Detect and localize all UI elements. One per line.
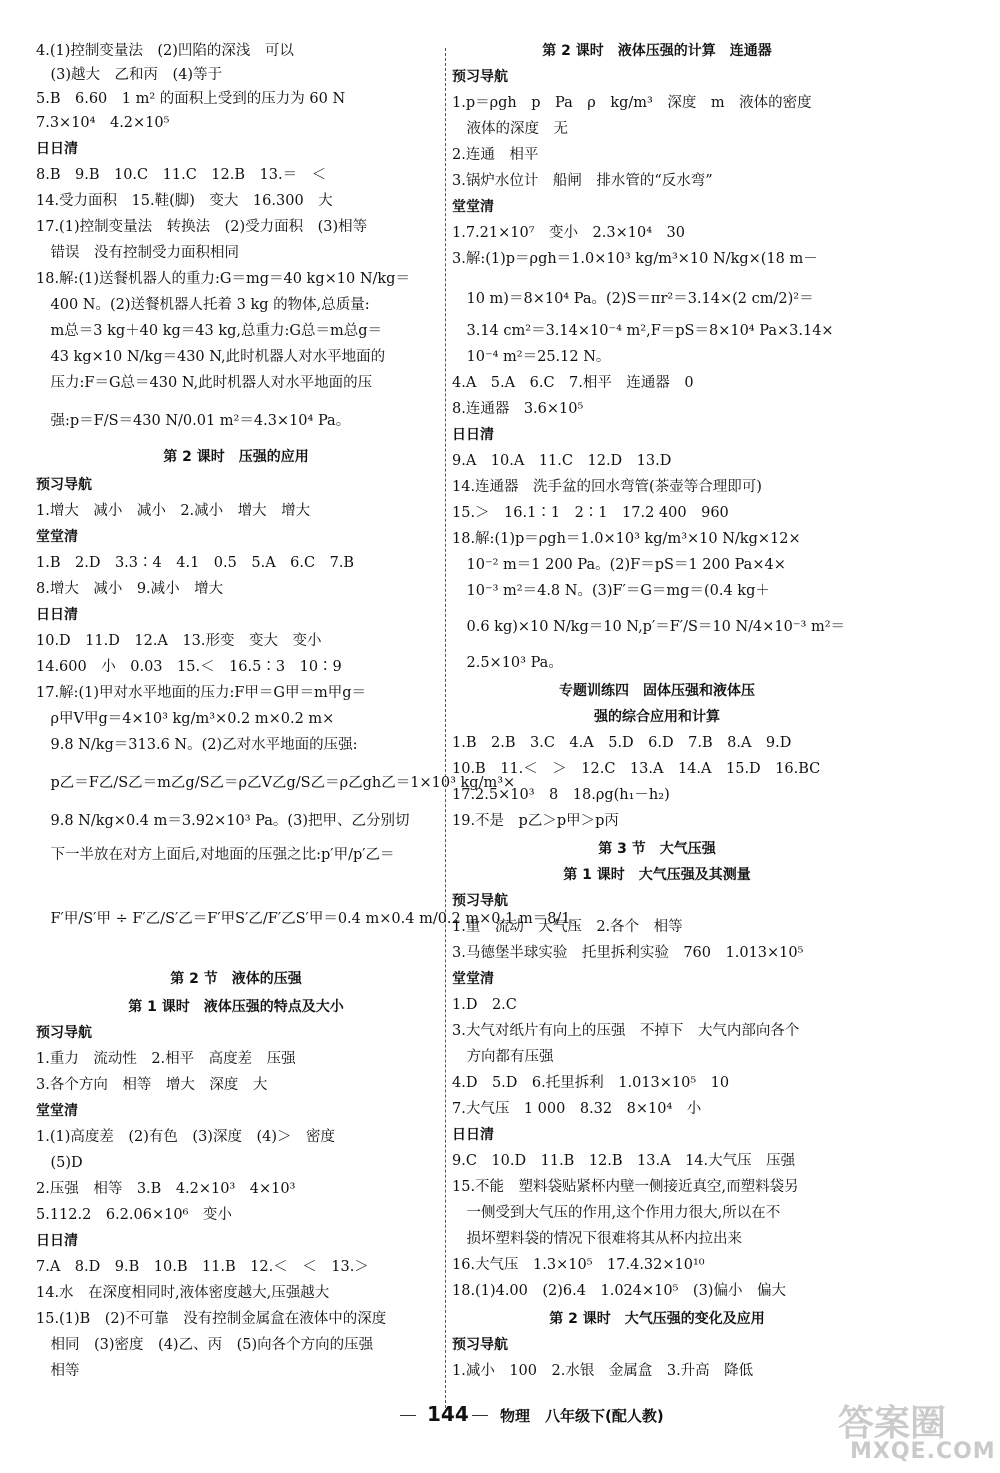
answer-line: 1.D 2.C	[452, 997, 517, 1013]
lesson-title: 第 3 节 大气压强	[598, 841, 716, 857]
answer-line: 1.(1)高度差 (2)有色 (3)深度 (4)＞ 密度	[36, 1129, 335, 1145]
section-heading: 堂堂清	[452, 971, 494, 987]
column-divider	[445, 48, 446, 1418]
lesson-title: 强的综合应用和计算	[594, 709, 720, 725]
answer-line: 7.大气压 1 000 8.32 8×10⁴ 小	[452, 1101, 702, 1117]
section-heading: 日日清	[36, 141, 78, 157]
lesson-title: 第 2 节 液体的压强	[170, 971, 302, 987]
answer-line: 8.连通器 3.6×10⁵	[452, 401, 584, 417]
answer-line: 17.解:(1)甲对水平地面的压力:F甲＝G甲＝m甲g＝	[36, 685, 367, 701]
answer-line: 4.D 5.D 6.托里拆利 1.013×10⁵ 10	[452, 1075, 730, 1091]
answer-line: 10⁻² m＝1 200 Pa。(2)F＝pS＝1 200 Pa×4×	[452, 557, 786, 573]
answer-line: 10.B 11.＜ ＞ 12.C 13.A 14.A 15.D 16.BC	[452, 761, 821, 777]
answer-line: 1.重力 流动性 2.相平 高度差 压强	[36, 1051, 296, 1067]
answer-line: 1.7.21×10⁷ 变小 2.3×10⁴ 30	[452, 225, 685, 241]
answer-line: 3.马德堡半球实验 托里拆利实验 760 1.013×10⁵	[452, 945, 804, 961]
answer-line: 相等	[36, 1363, 80, 1379]
answer-line: 18.解:(1)p＝ρgh＝1.0×10³ kg/m³×10 N/kg×12×	[452, 531, 801, 547]
answer-line: 15.(1)B (2)不可靠 没有控制金属盒在液体中的深度	[36, 1311, 387, 1327]
section-heading: 预习导航	[452, 69, 508, 85]
answer-line: 15.＞ 16.1∶1 2∶1 17.2 400 960	[452, 505, 729, 521]
section-heading: 日日清	[452, 1127, 494, 1143]
section-heading: 预习导航	[36, 477, 92, 493]
answer-line: m总＝3 kg＋40 kg＝43 kg,总重力:G总＝m总g＝	[36, 323, 383, 339]
answer-line: F′甲/S′甲 ÷ F′乙/S′乙＝F′甲S′乙/F′乙S′甲＝0.4 m×0.4 m/0.2 m×0.1 m＝8/1。	[36, 911, 586, 927]
answer-line: 3.14 cm²＝3.14×10⁻⁴ m²,F＝pS＝8×10⁴ Pa×3.14×	[452, 323, 834, 339]
answer-line: 3.各个方向 相等 增大 深度 大	[36, 1077, 268, 1093]
answer-line: 损坏塑料袋的情况下很难将其从杯内拉出来	[452, 1231, 742, 1247]
answer-line: 9.8 N/kg＝313.6 N。(2)乙对水平地面的压强:	[36, 737, 358, 753]
answer-line: 5.B 6.60 1 m² 的面积上受到的压力为 60 N	[36, 91, 346, 107]
answer-line: 19.不是 p乙＞p甲＞p丙	[452, 813, 619, 829]
answer-line: 5.112.2 6.2.06×10⁶ 变小	[36, 1207, 232, 1223]
watermark-top-text: 答案圈	[838, 1403, 947, 1444]
page-number: 144	[427, 1402, 469, 1426]
answer-line: 4.A 5.A 6.C 7.相平 连通器 0	[452, 375, 694, 391]
answer-line: 一侧受到大气压的作用,这个作用力很大,所以在不	[452, 1205, 781, 1221]
answer-line: 9.C 10.D 11.B 12.B 13.A 14.大气压 压强	[452, 1153, 796, 1169]
footer-dash-left	[400, 1415, 416, 1416]
answer-line: 相同 (3)密度 (4)乙、丙 (5)向各个方向的压强	[36, 1337, 374, 1353]
answer-line: 10 m)＝8×10⁴ Pa。(2)S＝πr²＝3.14×(2 cm/2)²＝	[452, 291, 814, 307]
section-heading: 预习导航	[452, 1337, 508, 1353]
section-heading: 预习导航	[452, 893, 508, 909]
footer-subject: 物理 八年级下(配人教)	[500, 1407, 664, 1425]
answer-line: 2.连通 相平	[452, 147, 539, 163]
answer-line: 14.水 在深度相同时,液体密度越大,压强越大	[36, 1285, 330, 1301]
answer-line: ρ甲V甲g＝4×10³ kg/m³×0.2 m×0.2 m×	[36, 711, 335, 727]
section-heading: 堂堂清	[36, 529, 78, 545]
answer-line: p乙＝F乙/S乙＝m乙g/S乙＝ρ乙V乙g/S乙＝ρ乙gh乙＝1×10³ kg/m³×	[36, 775, 516, 791]
answer-line: 14.受力面积 15.鞋(脚) 变大 16.300 大	[36, 193, 333, 209]
answer-line: 压力:F＝G总＝430 N,此时机器人对水平地面的压	[36, 375, 373, 391]
section-heading: 日日清	[36, 607, 78, 623]
answer-line: 14.连通器 洗手盆的回水弯管(茶壶等合理即可)	[452, 479, 762, 495]
answer-line: (3)越大 乙和丙 (4)等于	[36, 67, 223, 83]
section-heading: 预习导航	[36, 1025, 92, 1041]
answer-line: 17.2.5×10³ 8 18.ρg(h₁－h₂)	[452, 787, 670, 803]
lesson-title: 第 1 课时 大气压强及其测量	[563, 867, 751, 883]
answer-line: 3.大气对纸片有向上的压强 不掉下 大气内部向各个	[452, 1023, 800, 1039]
answer-line: 错误 没有控制受力面积相同	[36, 245, 239, 261]
answer-line: 15.不能 塑料袋贴紧杯内壁一侧接近真空,而塑料袋另	[452, 1179, 799, 1195]
answer-line: 9.A 10.A 11.C 12.D 13.D	[452, 453, 672, 469]
answer-line: 3.解:(1)p＝ρgh＝1.0×10³ kg/m³×10 N/kg×(18 m－	[452, 251, 818, 267]
answer-line: 8.B 9.B 10.C 11.C 12.B 13.＝ ＜	[36, 167, 327, 183]
answer-line: 16.大气压 1.3×10⁵ 17.4.32×10¹⁰	[452, 1257, 705, 1273]
answer-line: 14.600 小 0.03 15.＜ 16.5∶3 10∶9	[36, 659, 342, 675]
answer-line: 10⁻³ m²＝4.8 N。(3)F′＝G＝mg＝(0.4 kg＋	[452, 583, 770, 599]
answer-line: 18.解:(1)送餐机器人的重力:G＝mg＝40 kg×10 N/kg＝	[36, 271, 410, 287]
answer-line: 3.锅炉水位计 船闸 排水管的“反水弯”	[452, 173, 713, 189]
answer-line: 方向都有压强	[452, 1049, 554, 1065]
answer-line: 1.B 2.D 3.3∶4 4.1 0.5 5.A 6.C 7.B	[36, 555, 355, 571]
answer-line: 0.6 kg)×10 N/kg＝10 N,p′＝F′/S＝10 N/4×10⁻³ m²＝	[452, 619, 846, 635]
lesson-title: 第 1 课时 液体压强的特点及大小	[128, 999, 344, 1015]
answer-line: 10⁻⁴ m²＝25.12 N。	[452, 349, 611, 365]
footer-dash-right	[472, 1415, 488, 1416]
watermark-bottom-text: MXQE.COM	[850, 1439, 996, 1464]
answer-line: 1.重 流动 大气压 2.各个 相等	[452, 919, 683, 935]
answer-line: 强:p＝F/S＝430 N/0.01 m²＝4.3×10⁴ Pa。	[36, 413, 351, 429]
section-heading: 日日清	[36, 1233, 78, 1249]
answer-line: (5)D	[36, 1155, 83, 1171]
answer-line: 7.A 8.D 9.B 10.B 11.B 12.＜ ＜ 13.＞	[36, 1259, 369, 1275]
answer-line: 1.p＝ρgh p Pa ρ kg/m³ 深度 m 液体的密度	[452, 95, 812, 111]
section-heading: 日日清	[452, 427, 494, 443]
answer-line: 1.B 2.B 3.C 4.A 5.D 6.D 7.B 8.A 9.D	[452, 735, 792, 751]
answer-line: 10.D 11.D 12.A 13.形变 变大 变小	[36, 633, 322, 649]
answer-line: 17.(1)控制变量法 转换法 (2)受力面积 (3)相等	[36, 219, 368, 235]
answer-line: 1.增大 减小 减小 2.减小 增大 增大	[36, 503, 311, 519]
watermark-logo	[820, 1395, 995, 1470]
answer-line: 2.压强 相等 3.B 4.2×10³ 4×10³	[36, 1181, 296, 1197]
answer-line: 18.(1)4.00 (2)6.4 1.024×10⁵ (3)偏小 偏大	[452, 1283, 786, 1299]
answer-line: 400 N。(2)送餐机器人托着 3 kg 的物体,总质量:	[36, 297, 370, 313]
answer-line: 9.8 N/kg×0.4 m＝3.92×10³ Pa。(3)把甲、乙分别切	[36, 813, 410, 829]
lesson-title: 专题训练四 固体压强和液体压	[559, 683, 755, 699]
answer-line: 下一半放在对方上面后,对地面的压强之比:p′甲/p′乙＝	[36, 847, 395, 863]
answer-line: 1.减小 100 2.水银 金属盒 3.升高 降低	[452, 1363, 754, 1379]
answer-line: 液体的深度 无	[452, 121, 568, 137]
answer-line: 4.(1)控制变量法 (2)凹陷的深浅 可以	[36, 43, 294, 59]
lesson-title: 第 2 课时 压强的应用	[163, 449, 309, 465]
lesson-title: 第 2 课时 液体压强的计算 连通器	[542, 43, 772, 59]
lesson-title: 第 2 课时 大气压强的变化及应用	[549, 1311, 765, 1327]
answer-line: 8.增大 减小 9.减小 增大	[36, 581, 224, 597]
answer-line: 43 kg×10 N/kg＝430 N,此时机器人对水平地面的	[36, 349, 386, 365]
section-heading: 堂堂清	[452, 199, 494, 215]
answer-line: 2.5×10³ Pa。	[452, 655, 563, 671]
section-heading: 堂堂清	[36, 1103, 78, 1119]
answer-line: 7.3×10⁴ 4.2×10⁵	[36, 115, 170, 131]
